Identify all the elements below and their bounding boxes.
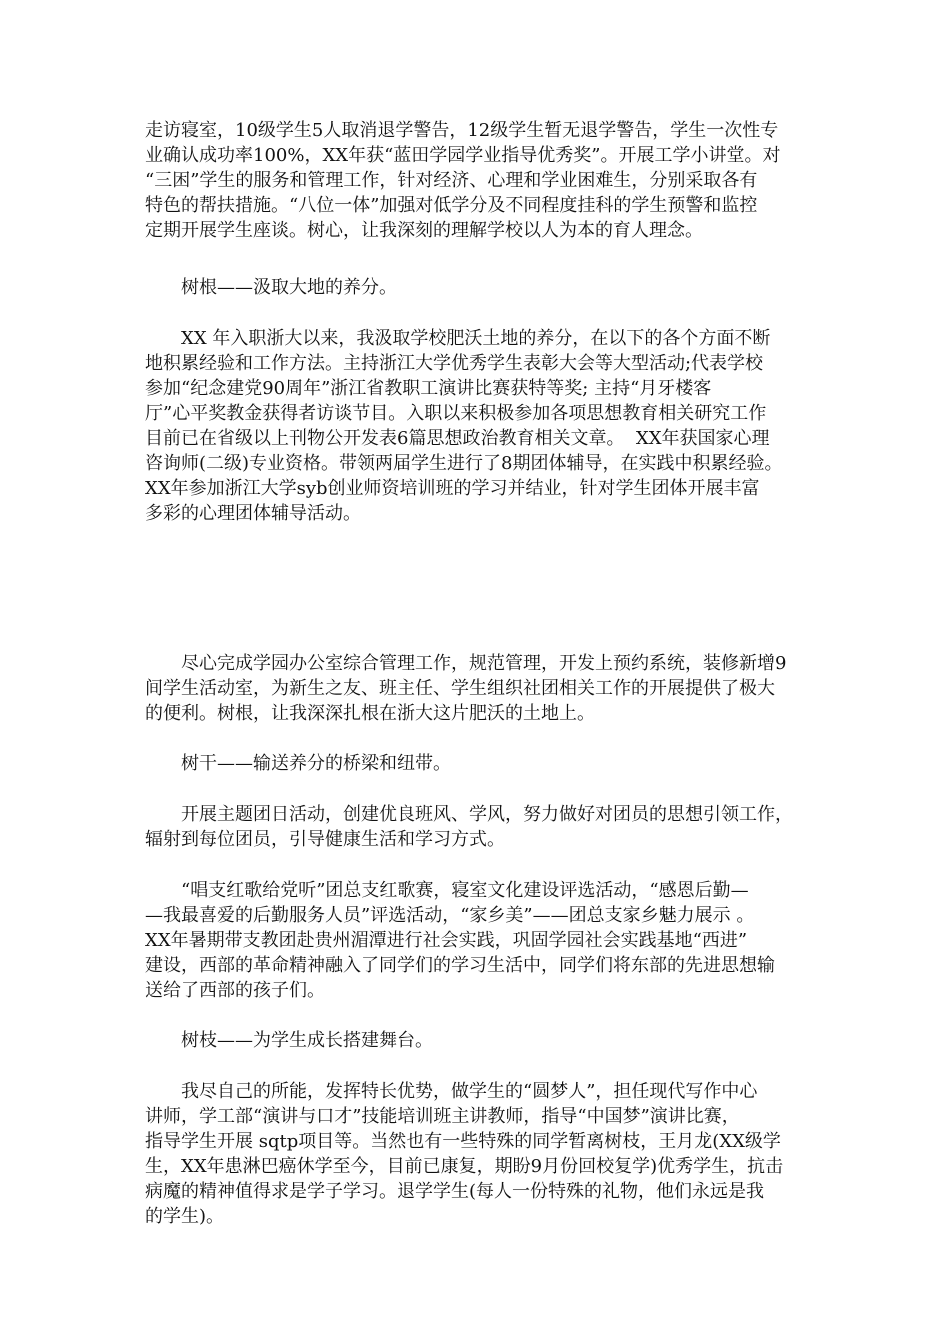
text-line: 送给了西部的孩子们。: [145, 980, 325, 1001]
paragraph-office-management: [145, 651, 830, 726]
text-line: 生，XX年患淋巴癌休学至今，目前已康复，期盼9月份回校复学)优秀学生，抗击: [145, 1156, 784, 1177]
text-line: 地积累经验和工作方法。主持浙江大学优秀学生表彰大会等大型活动;代表学校: [145, 353, 764, 374]
text-line: 参加“纪念建党90周年”浙江省教职工演讲比赛获特等奖; 主持“月牙楼客: [145, 378, 712, 399]
text-line: 目前已在省级以上刊物公开发表6篇思想政治教育相关文章。 XX年获国家心理: [145, 428, 770, 449]
text-line: —我最喜爱的后勤服务人员”评选活动，“家乡美”——团总支家乡魅力展示 。: [145, 905, 755, 926]
text-line: 业确认成功率100%，XX年获“蓝田学园学业指导优秀奖”。开展工学小讲堂。对: [145, 145, 781, 166]
paragraph-tree-root-experience: [145, 326, 830, 526]
paragraph-dream-builder: [145, 1079, 830, 1229]
text-line: 建设，西部的革命精神融入了同学们的学习生活中，同学们将东部的先进思想输: [145, 955, 775, 976]
heading-line: 树枝——为学生成长搭建舞台。: [181, 1030, 433, 1051]
text-line: 尽心完成学园办公室综合管理工作，规范管理，开发上预约系统，装修新增9: [181, 653, 787, 674]
text-line: 咨询师(二级)专业资格。带领两届学生进行了8期团体辅导，在实践中积累经验。: [145, 453, 783, 474]
text-line: XX年参加浙江大学syb创业师资培训班的学习并结业，针对学生团体开展丰富: [145, 478, 760, 499]
section-heading-tree-root: [145, 275, 830, 300]
paragraph-red-songs-and-practice: [145, 878, 830, 1003]
text-line: 定期开展学生座谈。树心，让我深刻的理解学校以人为本的育人理念。: [145, 220, 703, 241]
section-heading-tree-branch: [145, 1028, 830, 1053]
text-line: 我尽自己的所能，发挥特长优势，做学生的“圆梦人”，担任现代写作中心: [181, 1081, 758, 1102]
text-line: “唱支红歌给党听”团总支红歌赛，寝室文化建设评选活动，“感恩后勤—: [181, 880, 749, 901]
text-line: 讲师，学工部“演讲与口才”技能培训班主讲教师，指导“中国梦”演讲比赛，: [145, 1106, 740, 1127]
text-line: 指导学生开展 sqtp项目等。当然也有一些特殊的同学暂离树枝，王月龙(XX级学: [145, 1131, 781, 1152]
text-line: 开展主题团日活动，创建优良班风、学风，努力做好对团员的思想引领工作，: [181, 804, 793, 825]
heading-line: 树干——输送养分的桥梁和纽带。: [181, 753, 451, 774]
text-line: 间学生活动室，为新生之友、班主任、学生组织社团相关工作的开展提供了极大: [145, 678, 775, 699]
heading-line: 树根——汲取大地的养分。: [181, 277, 397, 298]
text-line: 走访寝室，10级学生5人取消退学警告，12级学生暂无退学警告，学生一次性专: [145, 120, 779, 141]
text-line: “三困”学生的服务和管理工作，针对经济、心理和学业困难生，分别采取各有: [145, 170, 758, 191]
text-line: 病魔的精神值得求是学子学习。退学学生(每人一份特殊的礼物，他们永远是我: [145, 1181, 765, 1202]
text-line: XX年暑期带支教团赴贵州湄潭进行社会实践，巩固学园社会实践基地“西进”: [145, 930, 748, 951]
text-line: 特色的帮扶措施。“八位一体”加强对低学分及不同程度挂科的学生预警和监控: [145, 195, 758, 216]
text-line: 多彩的心理团体辅导活动。: [145, 503, 361, 524]
text-line: 的便利。树根，让我深深扎根在浙大这片肥沃的土地上。: [145, 703, 595, 724]
text-line: 辐射到每位团员，引导健康生活和学习方式。: [145, 829, 505, 850]
section-heading-tree-trunk: [145, 751, 830, 776]
text-line: 的学生)。: [145, 1206, 225, 1227]
paragraph-tree-heart-summary: [145, 118, 830, 243]
text-line: 厅”心平奖教金获得者访谈节目。入职以来积极参加各项思想教育相关研究工作: [145, 403, 767, 424]
text-line: XX 年入职浙大以来，我汲取学校肥沃土地的养分，在以下的各个方面不断: [181, 328, 771, 349]
paragraph-league-activities: [145, 802, 830, 852]
